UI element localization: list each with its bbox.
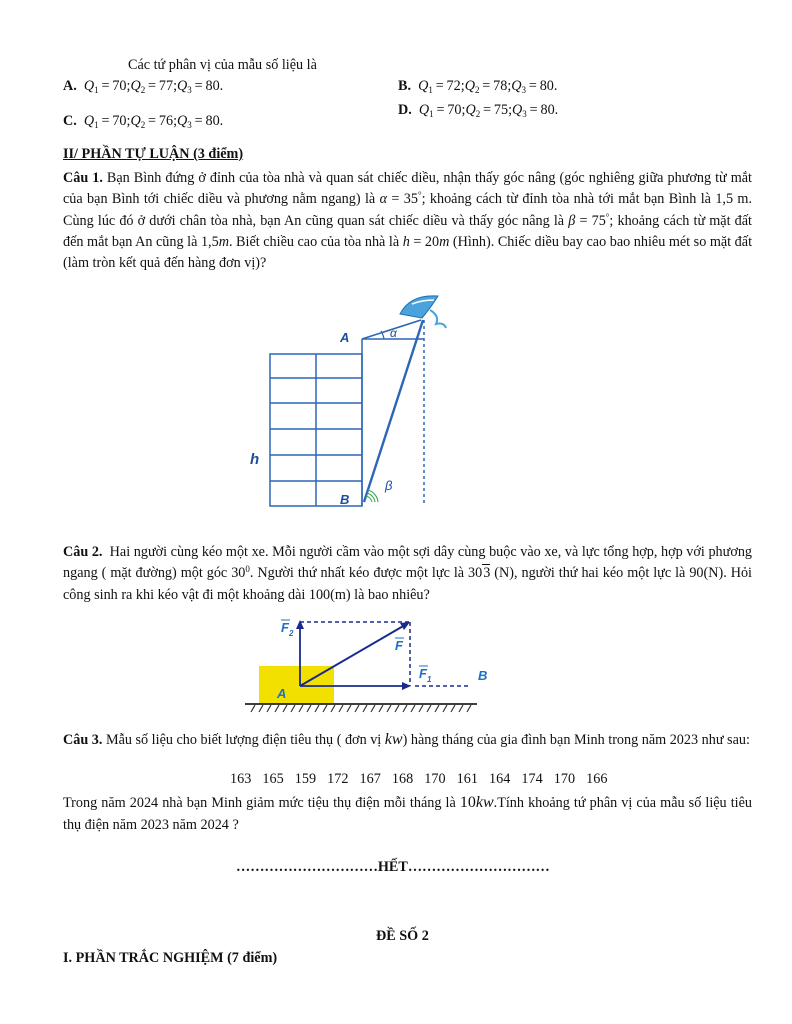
question-2-text: Câu 2. Hai người cùng kéo một xe. Mỗi người cầm vào một sợi dây cùng buộc vào xe, và lực tổng hợp, hợp với phương ngang ( mặt đường) một góc $30^0$. Người thứ nhất kéo được một lực là 303 (N), người thứ hai kéo một lực là 90(N). Hỏi công sinh ra khi kéo vật đi một khoảng dài 100(m) là bao nhiêu? — [63, 544, 753, 603]
force-f1-arrowhead — [402, 682, 411, 690]
point-a-label-2: A — [277, 686, 287, 701]
section-1-title: I. PHẦN TRẮC NGHIỆM (7 điểm) — [63, 950, 278, 966]
ground-hatching — [251, 705, 471, 712]
force-f2-subscript: 2 — [289, 629, 294, 638]
point-b-label: B — [340, 492, 350, 507]
end-marker: …………………………HẾT………………………… — [236, 859, 550, 875]
alpha-label: α — [390, 326, 397, 340]
point-a-label: A — [340, 330, 350, 345]
option-d: D. $Q_1$ = $70;Q_2$ = $75;Q_3 = 80$. — [398, 102, 559, 119]
height-label: h — [250, 451, 260, 468]
building-kite-figure — [240, 292, 480, 522]
force-diagram-figure — [245, 608, 495, 720]
option-b: B. $Q_1$ = $72;Q_2$ = $78;Q_3 = 80$. — [398, 78, 558, 95]
force-f-arrow — [300, 625, 405, 686]
force-f-label: F — [395, 638, 403, 653]
option-a: A. $Q_1$ = $70;Q_2$ = $77;Q_3 = 80$. — [63, 78, 224, 95]
point-b-label-2: B — [478, 668, 488, 683]
exam-2-title: ĐỀ SỐ 2 — [376, 928, 429, 944]
options-intro: Các tứ phân vị của mẫu số liệu là — [128, 57, 317, 73]
data-values: 163 165 159 172 167 168 170 161 164 174 170 166 — [230, 771, 608, 787]
beta-label: β — [385, 478, 393, 493]
force-f1-subscript: 1 — [427, 675, 432, 684]
question-1-text: Câu 1. Bạn Bình đứng ở đỉnh của tòa nhà và quan sát chiếc diều, nhận thấy góc nâng (góc nghiêng giữa phương từ mắt của bạn Bình tới chiếc diều và phương nằm ngang) là α = 35°; khoảng cách từ đỉnh tòa nhà tới mắt bạn Bình là 1,5 m. Cùng lúc đó ở dưới chân tòa nhà, bạn An cũng quan sát chiếc diều và thấy góc nâng là β = 75°; khoảng cách từ mặt đất đến mắt bạn An cũng là 1,5m. Biết chiều cao của tòa nhà là h = 20m (Hình). Chiếc diều bay cao bao nhiêu mét so mặt đất (làm tròn kết quả đến hàng đơn vị)? — [63, 170, 753, 272]
section-2-title: II/ PHẦN TỰ LUẬN (3 điểm) — [63, 146, 244, 162]
option-c: C. $Q_1$ = $70;Q_2$ = $76;Q_3 = 80$. — [63, 113, 224, 130]
sight-line-b — [364, 320, 423, 502]
force-f1-label: F — [419, 666, 427, 681]
force-f2-label: F — [281, 620, 289, 635]
question-3-followup: Trong năm 2024 nhà bạn Minh giảm mức tiệu thụ điện mỗi tháng là 10kw.Tính khoảng tứ phân vị của mẫu số liệu tiêu thụ điện năm 2023 năm 2024 ? — [63, 794, 753, 833]
building — [270, 354, 362, 506]
question-3-text: Câu 3. Mẫu số liệu cho biết lượng điện tiêu thụ ( đơn vị kw) hàng tháng của gia đình bạn Minh trong năm 2023 như sau: — [63, 731, 750, 748]
